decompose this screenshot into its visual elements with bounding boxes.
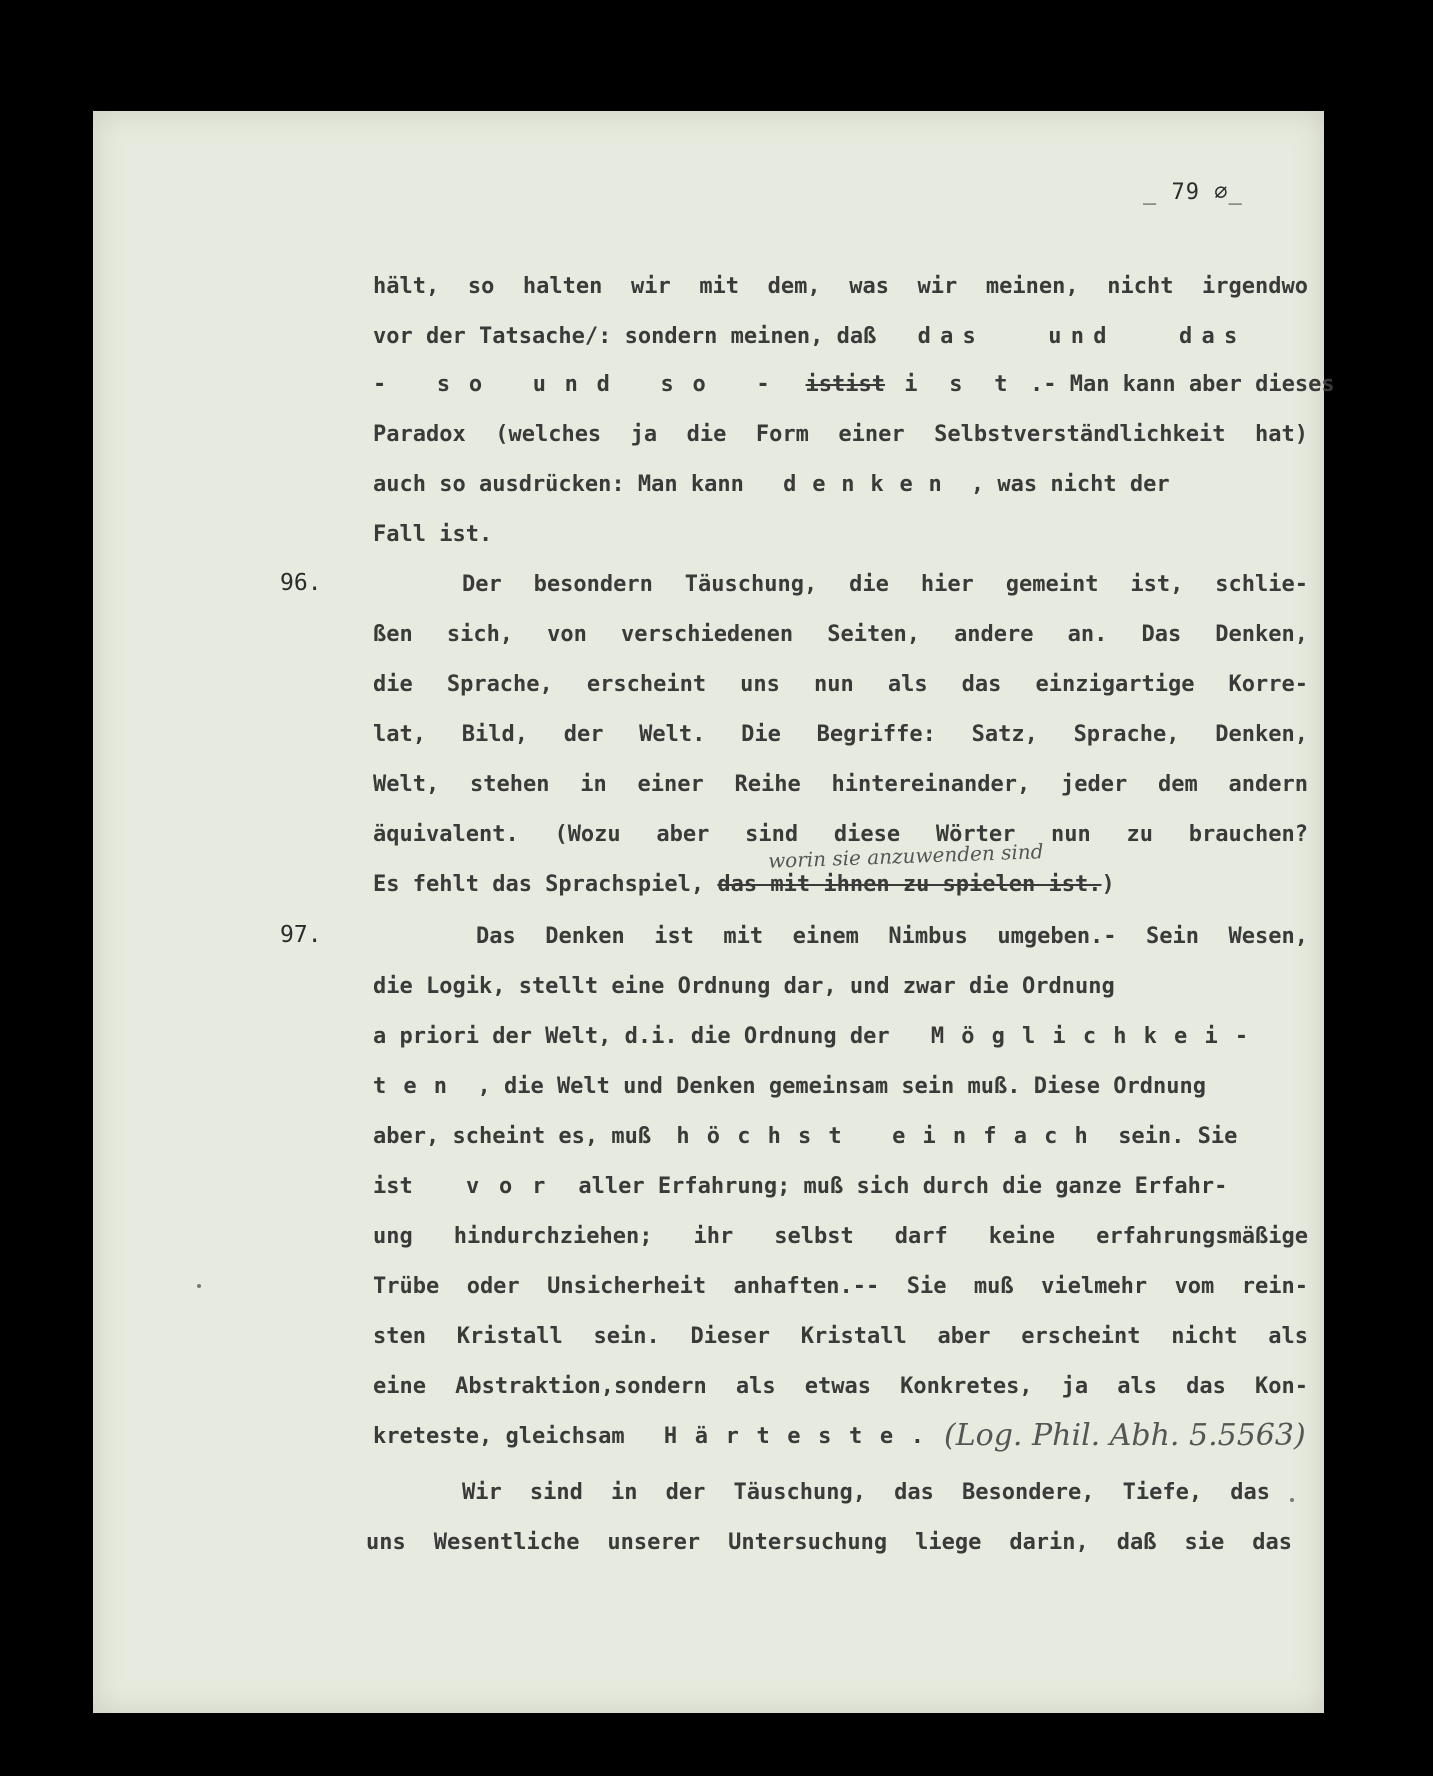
text-line: hält, so halten wir mit dem, was wir meinen, nicht irgendwo [373,274,1308,299]
spaced-word: höchst [676,1124,859,1149]
handwritten-reference: (Log. Phil. Abh. 5.5563) [944,1418,1306,1453]
spaced-word: ten [373,1074,465,1099]
text-line: Der besondern Täuschung, die hier gemeint ist, schlie- [462,572,1308,597]
text-fragment: .- Man kann aber dieses [1029,372,1335,397]
text-line [373,324,1308,349]
text-fragment: ) [1101,872,1115,897]
text-line [373,372,1335,397]
spaced-word: Härteste [663,1424,911,1449]
spaced-word: und [1048,324,1116,349]
text-line [373,1024,1308,1049]
text-line [373,1124,1308,1149]
text-line: uns Wesentliche unserer Untersuchung liege darin, daß sie das [366,1530,1292,1555]
ink-mark [1290,1498,1294,1502]
text-fragment: aller Erfahrung; muß sich durch die ganze Erfahr- [578,1174,1228,1199]
text-line: Fall ist. [373,522,493,547]
section-number: 97. [280,922,322,948]
text-line [373,872,1308,897]
typescript-page [93,111,1324,1713]
text-fragment: a priori der Welt, d.i. die Ordnung der [373,1024,890,1049]
text-line: die Sprache, erscheint uns nun als das einzigartige Korre- [373,672,1308,697]
text-fragment: ist [373,1174,413,1199]
text-line [373,1174,1308,1199]
text-line: Das Denken ist mit einem Nimbus umgeben.- Sein Wesen, [476,924,1308,949]
text-fragment: kreteste, gleichsam [373,1424,625,1449]
text-line: äquivalent. (Wozu aber sind diese Wörter nun zu brauchen? [373,822,1308,847]
text-line: Wir sind in der Täuschung, das Besondere, Tiefe, das [462,1480,1270,1505]
spaced-word: denken [783,472,958,497]
text-fragment: vor der Tatsache/: sondern meinen, daß [373,324,877,349]
spaced-word: i s t [904,372,1017,397]
text-line: die Logik, stellt eine Ordnung dar, und zwar die Ordnung [373,974,1115,999]
text-line: Paradox (welches ja die Form einer Selbstverständlichkeit hat) [373,422,1308,447]
section-number: 96. [280,570,322,596]
text-line: ung hindurchziehen; ihr selbst darf keine erfahrungsmäßige [373,1224,1308,1249]
text-line: eine Abstraktion,sondern als etwas Konkretes, ja als das Kon- [373,1374,1308,1399]
text-fragment: , was nicht der [970,472,1170,497]
spaced-word: Möglichkei- [930,1024,1266,1049]
page-number: _ 79 ∅_ [1143,180,1243,205]
text-line: lat, Bild, der Welt. Die Begriffe: Satz, Sprache, Denken, [373,722,1308,747]
text-fragment: sein. Sie [1118,1124,1238,1149]
spaced-word: das [917,324,986,349]
text-fragment: , die Welt und Denken gemeinsam sein muß. Diese Ordnung [477,1074,1206,1099]
text-line: Welt, stehen in einer Reihe hintereinander, jeder dem andern [373,772,1308,797]
text-fragment: Es fehlt das Sprachspiel, [373,872,705,897]
spaced-word: vor [466,1174,566,1199]
ink-mark [197,1284,201,1288]
text-line [373,472,1308,497]
text-line: sten Kristall sein. Dieser Kristall aber erscheint nicht als [373,1324,1308,1349]
spaced-word: - so und so - [373,372,789,397]
text-fragment: aber, scheint es, muß [373,1124,652,1149]
struck-phrase: das mit ihnen zu spielen ist. [717,872,1102,897]
handwritten-insert: worin sie anzuwenden sind [767,839,1044,873]
text-line [373,1074,1308,1099]
spaced-word: einfach [892,1124,1105,1149]
text-fragment: . [910,1424,924,1449]
spaced-word: das [1179,324,1247,349]
text-line: ßen sich, von verschiedenen Seiten, andere an. Das Denken, [373,622,1308,647]
text-fragment: auch so ausdrücken: Man kann [373,472,744,497]
struck-word: istist [805,372,886,397]
text-line: Trübe oder Unsicherheit anhaften.-- Sie muß vielmehr vom rein- [373,1274,1308,1299]
